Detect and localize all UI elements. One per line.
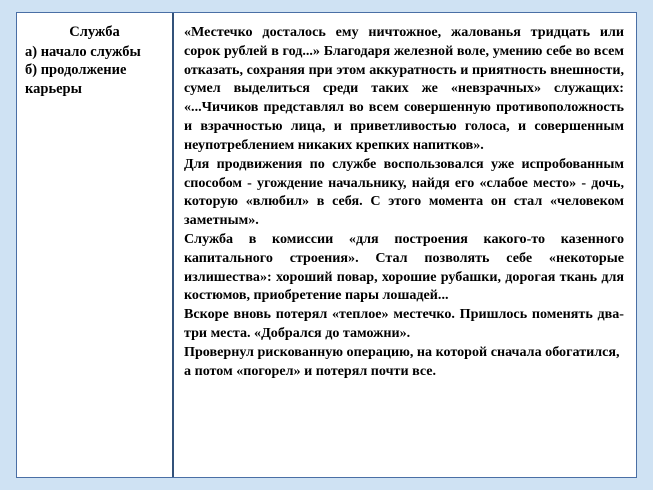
content-table xyxy=(16,12,637,478)
description-paragraph: Провернул рискованную операцию, на которой сначала обогатился, а потом «погорел» и потерял почти все. xyxy=(184,343,620,379)
topic-item-b: б) продолжение карьеры xyxy=(25,62,127,98)
table-cell-description xyxy=(174,13,636,477)
table-cell-topic xyxy=(17,13,174,477)
description-paragraph: «Местечко досталось ему ничтожное, жалованья тридцать или сорок рублей в год...» Благодаря железной воле, умению себе во всем отказать, сохраняя при этом аккуратность и приятность внешности, сумел выделиться среди таких же «невзрачных» служащих: «...Чичиков представлял во всем совершенную противоположность и взрачностью лица, и приветливостью голоса, и совершенным неупотреблением никаких крепких напитков». xyxy=(184,24,624,153)
topic-item-a: а) начало службы xyxy=(25,43,141,60)
topic-title: Служба xyxy=(69,24,120,40)
description-paragraph: Для продвижения по службе воспользовался уже испробованным способом - угождение начальнику, найдя его «слабое место» - дочь, которую «влюбил» в себя. С этого момента он стал «человеком заметным». xyxy=(184,155,624,229)
description-paragraph: Вскоре вновь потерял «теплое» местечко. Пришлось поменять два- три места. «Добрался до таможни». xyxy=(184,306,624,341)
description-paragraph: Служба в комиссии «для построения какого-то казенного капитального строения». Стал позволять себе «некоторые излишества»: хороший повар, хорошие рубашки, дорогая ткань для костюмов, приобретение пары лошадей... xyxy=(184,230,624,304)
